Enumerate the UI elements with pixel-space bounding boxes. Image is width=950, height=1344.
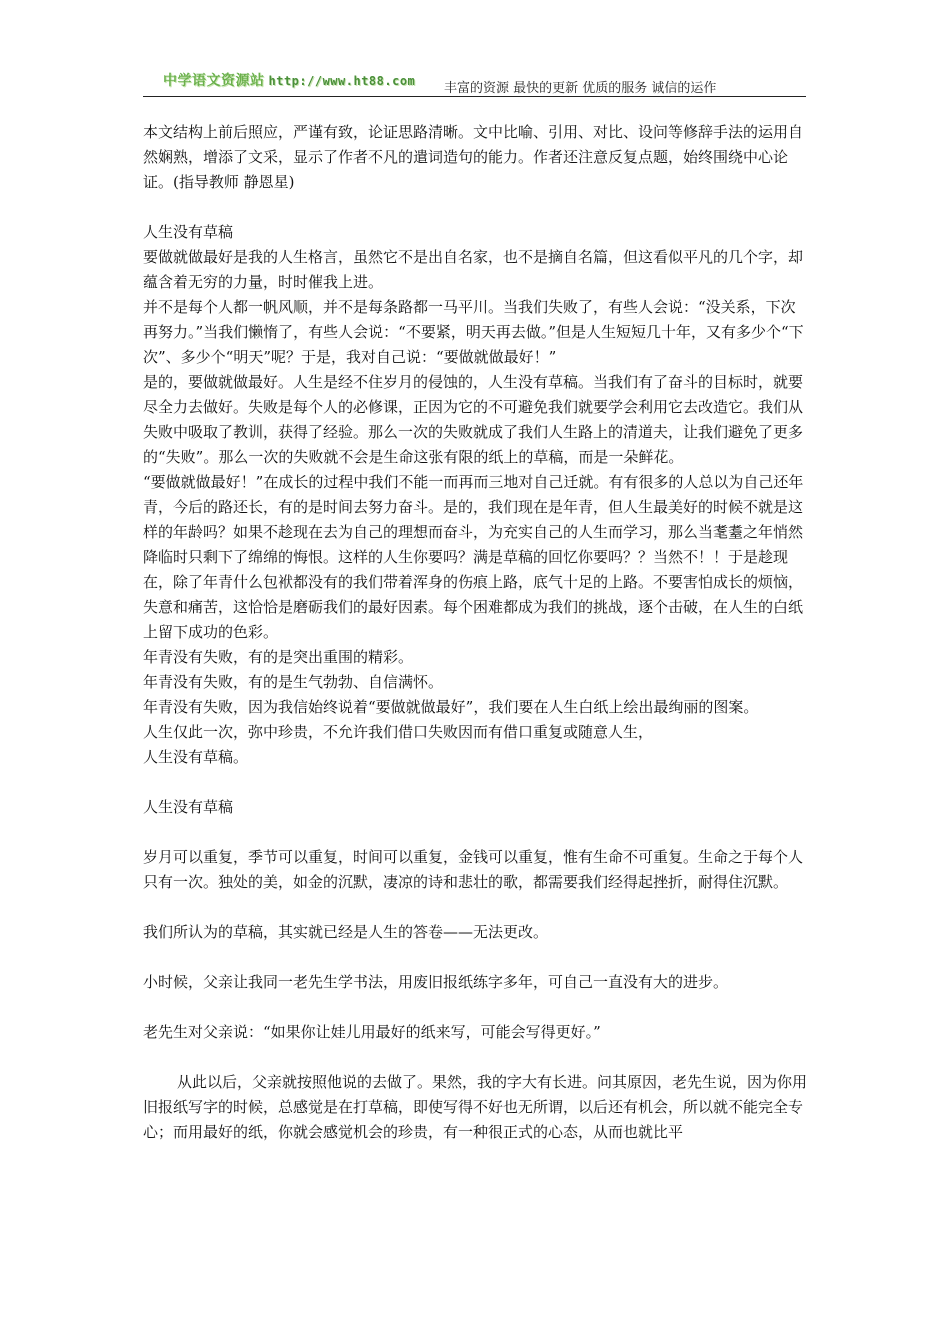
body-paragraph: 人生没有草稿。 <box>143 748 249 766</box>
document-body <box>143 120 810 1145</box>
site-logo[interactable] <box>163 70 415 90</box>
body-paragraph: 人生仅此一次，弥中珍贵，不允许我们借口失败因而有借口重复或随意人生， <box>143 723 654 741</box>
body-paragraph: 是的，要做就做最好。人生是经不住岁月的侵蚀的，人生没有草稿。当我们有了奋斗的目标时，就要尽全力去做好。失败是每个人的必修课，正因为它的不可避免我们就要学会利用它去改造它。我们从失败中吸取了教训，获得了经验。那么一次的失败就成了我们人生路上的清道夫，让我们避免了更多的“失败”。那么一次的失败就不会是生命这张有限的纸上的草稿，而是一朵鲜花。 <box>143 373 804 466</box>
body-paragraph: 我们所认为的草稿，其实就已经是人生的答卷——无法更改。 <box>143 923 549 941</box>
body-paragraph: 从此以后，父亲就按照他说的去做了。果然，我的字大有长进。问其原因，老先生说，因为你用旧报纸写字的时候，总感觉是在打草稿，即使写得不好也无所谓，以后还有机会，所以就不能完全专心；而用最好的纸，你就会感觉机会的珍贵，有一种很正式的心态，从而也就比平 <box>143 1073 808 1141</box>
logo-url[interactable]: http://www.ht88.com <box>268 74 416 88</box>
body-paragraph: 小时候，父亲让我同一老先生学书法，用废旧报纸练字多年，可自己一直没有大的进步。 <box>143 973 729 991</box>
body-paragraph: 并不是每个人都一帆风顺，并不是每条路都一马平川。当我们失败了，有些人会说：“没关系，下次再努力。”当我们懒惰了，有些人会说：“不要紧，明天再去做。”但是人生短短几十年，又有多少个“下次”、多少个“明天”呢？于是，我对自己说：“要做就做最好！” <box>143 298 804 366</box>
logo-text: 中学语文资源站 <box>163 73 265 89</box>
body-paragraph: 岁月可以重复，季节可以重复，时间可以重复，金钱可以重复，惟有生命不可重复。生命之于每个人只有一次。独处的美，如金的沉默，凄凉的诗和悲壮的歌，都需要我们经得起挫折，耐得住沉默。 <box>143 848 804 891</box>
body-paragraph: 老先生对父亲说：“如果你让娃儿用最好的纸来写，可能会写得更好。” <box>143 1023 601 1041</box>
body-paragraph: 年青没有失败，有的是生气勃勃、自信满怀。 <box>143 673 444 691</box>
essay-title: 人生没有草稿 <box>143 798 234 816</box>
body-paragraph: 要做就做最好是我的人生格言，虽然它不是出自名家，也不是摘自名篇，但这看似平凡的几个字，却蕴含着无穷的力量，时时催我上进。 <box>143 248 804 291</box>
essay-title: 人生没有草稿 <box>143 223 234 241</box>
page-header <box>143 66 806 97</box>
body-paragraph: 年青没有失败，因为我信始终说着“要做就做最好”，我们要在人生白纸上绘出最绚丽的图案。 <box>143 698 759 716</box>
commentary-paragraph: 本文结构上前后照应，严谨有致，论证思路清晰。文中比喻、引用、对比、设问等修辞手法的运用自然娴熟，增添了文采，显示了作者不凡的遣词造句的能力。作者还注意反复点题，始终围绕中心论证。(指导教师 静恩星) <box>143 123 804 191</box>
body-paragraph: 年青没有失败，有的是突出重围的精彩。 <box>143 648 414 666</box>
body-paragraph: “要做就做最好！”在成长的过程中我们不能一而再而三地对自己迁就。有有很多的人总以为自己还年青，今后的路还长，有的是时间去努力奋斗。是的，我们现在是年青，但人生最美好的时候不就是这样的年龄吗？如果不趁现在去为自己的理想而奋斗，为充实自己的人生而学习，那么当耄耋之年悄然降临时只剩下了绵绵的悔恨。这样的人生你要吗？满是草稿的回忆你要吗？？当然不！！于是趁现在，除了年青什么包袱都没有的我们带着浑身的伤痕上路，底气十足的上路。不要害怕成长的烦恼，失意和痛苦，这恰恰是磨砺我们的最好因素。每个困难都成为我们的挑战，逐个击破，在人生的白纸上留下成功的色彩。 <box>143 473 804 641</box>
header-slogan: 丰富的资源 最快的更新 优质的服务 诚信的运作 <box>444 81 717 96</box>
